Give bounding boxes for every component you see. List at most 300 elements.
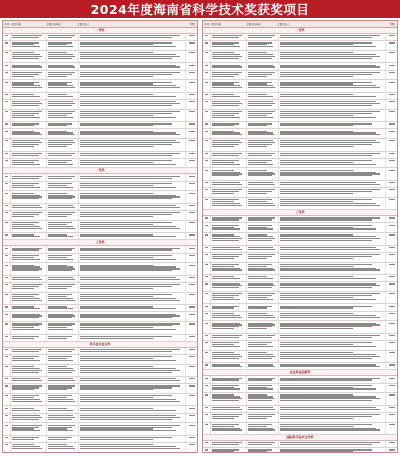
table-cell [79, 436, 186, 442]
table-cell [211, 384, 247, 393]
table-cell [247, 292, 279, 303]
text-line [389, 352, 395, 353]
text-line [248, 76, 268, 77]
table-cell [386, 223, 397, 232]
text-line [5, 314, 9, 315]
table-cell [47, 233, 79, 239]
table-cell [247, 334, 279, 340]
text-line [5, 72, 9, 73]
table-cell [47, 174, 79, 180]
table-cell [186, 436, 197, 442]
table-cell [279, 282, 386, 291]
text-line [389, 65, 395, 66]
table-cell [3, 335, 11, 341]
table-cell [247, 351, 279, 362]
text-line [189, 294, 195, 295]
text-line [5, 349, 9, 350]
table-cell [386, 275, 397, 281]
table-cell [3, 159, 11, 168]
table-cell [186, 174, 197, 180]
text-line [280, 134, 381, 135]
table-cell [211, 152, 247, 158]
text-line [189, 160, 195, 161]
table-row [3, 406, 197, 413]
table-cell [186, 377, 197, 383]
text-line [80, 46, 177, 47]
table-cell [247, 198, 279, 209]
table-row [203, 351, 397, 363]
table-cell [47, 152, 79, 158]
table-cell [186, 348, 197, 354]
table-cell [211, 321, 247, 332]
table-row [3, 254, 197, 264]
text-line [280, 87, 381, 88]
text-line [389, 342, 395, 343]
text-line [48, 58, 72, 59]
text-line [248, 388, 274, 389]
text-line [205, 160, 209, 161]
table-cell [47, 348, 79, 354]
table-cell [386, 376, 397, 382]
table-cell [47, 221, 79, 232]
text-line [12, 430, 41, 431]
table-cell [3, 283, 11, 292]
text-line [5, 52, 9, 53]
text-line [189, 277, 195, 278]
table-cell [11, 233, 47, 239]
header-cell: 项目名称 [11, 23, 22, 26]
table-cell [203, 275, 211, 281]
table-cell [3, 436, 11, 442]
text-line [389, 385, 395, 386]
table-cell [203, 334, 211, 340]
text-line [189, 42, 195, 43]
table-cell [203, 80, 211, 91]
table-row [3, 129, 197, 139]
text-line [248, 328, 268, 329]
table-row [3, 152, 197, 159]
table-cell [186, 254, 197, 263]
table-cell [203, 223, 211, 232]
text-line [189, 101, 195, 102]
table-cell [247, 71, 279, 80]
table-cell [11, 377, 47, 383]
text-line [389, 189, 395, 190]
table-cell [3, 406, 11, 412]
text-line [12, 37, 39, 38]
text-line [248, 400, 272, 401]
table-cell [186, 204, 197, 210]
text-line [389, 414, 395, 415]
table-cell [203, 152, 211, 158]
text-line [48, 37, 72, 38]
table-cell [79, 93, 186, 99]
table-cell [79, 443, 186, 452]
text-line [5, 65, 9, 66]
text-line [212, 117, 241, 118]
table-cell [203, 263, 211, 274]
text-line [80, 351, 172, 352]
text-line [189, 366, 195, 367]
table-cell [47, 283, 79, 292]
text-line [389, 378, 395, 379]
text-line [389, 276, 395, 277]
table-cell [386, 93, 397, 99]
table-row [203, 413, 397, 423]
table-cell [203, 312, 211, 321]
text-line [280, 409, 381, 410]
text-line [389, 140, 395, 141]
text-line [189, 408, 195, 409]
table-cell [247, 122, 279, 128]
table-cell [203, 198, 211, 209]
table-cell [203, 441, 211, 447]
table-row [203, 282, 397, 292]
table-cell [79, 365, 186, 376]
table-cell [203, 110, 211, 121]
text-line [248, 418, 268, 419]
text-line [389, 283, 395, 284]
text-line [80, 187, 177, 188]
text-line [212, 317, 243, 318]
text-line [80, 448, 181, 449]
text-line [389, 160, 395, 161]
text-line [248, 66, 275, 67]
table-row [203, 152, 397, 159]
text-line [48, 338, 68, 339]
text-line [12, 155, 39, 156]
table-cell [211, 423, 247, 434]
page-title-banner [0, 0, 400, 18]
header-cell: 等级 [189, 23, 195, 26]
text-line [389, 335, 395, 336]
table-cell [386, 441, 397, 447]
text-line [48, 439, 68, 440]
text-line [12, 249, 39, 250]
text-line [12, 96, 41, 97]
table-cell [47, 204, 79, 210]
table-row [203, 263, 397, 275]
table-cell [11, 139, 47, 150]
table-cell [247, 363, 279, 369]
text-line [48, 380, 75, 381]
table-cell [279, 312, 386, 321]
text-line [189, 248, 195, 249]
table-row [3, 355, 197, 365]
text-line [189, 336, 195, 337]
text-line [248, 87, 275, 88]
table-cell [47, 305, 79, 311]
text-line [205, 247, 209, 248]
table-cell [211, 341, 247, 350]
table-cell [47, 414, 79, 423]
table-cell [386, 51, 397, 62]
text-line [280, 258, 354, 259]
table-cell [47, 191, 79, 202]
text-line [12, 338, 34, 339]
table-cell [3, 365, 11, 376]
table-row [203, 233, 397, 245]
text-line [5, 356, 9, 357]
text-line [12, 259, 41, 260]
text-line [189, 323, 195, 324]
text-line [80, 146, 154, 147]
section-header: 一等奖 [3, 28, 197, 34]
text-line [80, 317, 172, 318]
table-cell [386, 152, 397, 158]
table-cell [386, 334, 397, 340]
table-cell [211, 216, 247, 222]
text-line [248, 287, 272, 288]
table-cell [11, 305, 47, 311]
text-line [5, 395, 9, 396]
text-line [80, 279, 181, 280]
text-line [80, 430, 177, 431]
table-row [3, 211, 197, 221]
section-header: 科学技术进步奖 [3, 342, 197, 348]
text-line [205, 449, 209, 450]
text-line [189, 234, 195, 235]
table-cell [11, 152, 47, 158]
table-cell [247, 51, 279, 62]
table-cell [203, 321, 211, 332]
text-line [80, 288, 154, 289]
table-cell [186, 384, 197, 393]
table-cell [247, 188, 279, 197]
text-line [189, 176, 195, 177]
table-cell [186, 41, 197, 50]
table-cell [11, 335, 47, 341]
text-line [80, 58, 172, 59]
text-line [205, 442, 209, 443]
table-cell [11, 63, 47, 69]
text-line [205, 276, 209, 277]
table-cell [279, 110, 386, 121]
table-cell [247, 282, 279, 291]
text-line [212, 87, 243, 88]
table-cell [11, 348, 47, 354]
table-cell [247, 376, 279, 382]
table-cell [3, 152, 11, 158]
text-line [189, 265, 195, 266]
table-cell [47, 159, 79, 168]
table-cell [203, 351, 211, 362]
table-cell [11, 322, 47, 333]
text-line [48, 198, 72, 199]
text-line [280, 175, 372, 176]
table-row [203, 63, 397, 70]
table-cell [203, 253, 211, 262]
table-cell [11, 283, 47, 292]
text-line [12, 117, 41, 118]
table-cell [386, 41, 397, 50]
table-cell [47, 335, 79, 341]
text-line [80, 308, 177, 309]
table-cell [3, 246, 11, 252]
table-cell [247, 275, 279, 281]
text-line [205, 182, 209, 183]
table-cell [79, 100, 186, 109]
table-row [3, 93, 197, 100]
table-cell [247, 80, 279, 91]
table-cell [186, 394, 197, 405]
table-cell [3, 394, 11, 405]
header-cell: 序号 [204, 23, 210, 26]
text-line [248, 184, 275, 185]
text-line [48, 259, 74, 260]
table-cell [247, 321, 279, 332]
text-line [5, 153, 9, 154]
table-cell [3, 414, 11, 423]
table-cell [247, 152, 279, 158]
table-row [3, 384, 197, 394]
table-cell [3, 51, 11, 62]
table-row [203, 100, 397, 110]
table-cell [47, 100, 79, 109]
table-cell [247, 384, 279, 393]
text-line [48, 288, 68, 289]
table-row [3, 335, 197, 342]
table-cell [79, 139, 186, 150]
text-line [248, 105, 272, 106]
text-line [12, 419, 39, 420]
text-line [12, 146, 34, 147]
text-line [5, 94, 9, 95]
text-line [5, 101, 9, 102]
table-cell [47, 63, 79, 69]
text-line [389, 449, 395, 450]
table-cell [3, 204, 11, 210]
text-line [205, 52, 209, 53]
table-cell [386, 448, 397, 453]
table-row [3, 139, 197, 151]
text-line [205, 170, 209, 171]
text-line [280, 429, 381, 430]
table-cell [186, 365, 197, 376]
table-cell [79, 211, 186, 220]
table-cell [11, 394, 47, 405]
table-cell [79, 191, 186, 202]
text-line [212, 193, 234, 194]
text-line [189, 65, 195, 66]
text-line [205, 225, 209, 226]
table-cell [11, 443, 47, 452]
table-cell [247, 159, 279, 168]
text-line [80, 259, 177, 260]
text-line [5, 35, 9, 36]
text-line [389, 94, 395, 95]
table-cell [47, 263, 79, 274]
table-cell [47, 122, 79, 128]
text-line [5, 385, 9, 386]
table-cell [3, 221, 11, 232]
text-line [248, 258, 268, 259]
table-cell [247, 413, 279, 422]
text-line [248, 240, 272, 241]
table-cell [3, 41, 11, 50]
table-cell [203, 363, 211, 369]
table-row [3, 263, 197, 275]
table-cell [11, 182, 47, 191]
text-line [205, 313, 209, 314]
table-cell [79, 283, 186, 292]
text-line [80, 360, 177, 361]
section-header: 二等奖 [3, 168, 197, 174]
table-row [203, 384, 397, 394]
table-cell [47, 312, 79, 321]
table-cell [186, 246, 197, 252]
table-row [3, 276, 197, 283]
table-row [203, 122, 397, 129]
table-cell [11, 211, 47, 220]
table-cell [3, 122, 11, 128]
table-cell [211, 275, 247, 281]
text-line [205, 323, 209, 324]
text-line [389, 170, 395, 171]
text-line [389, 306, 395, 307]
table-cell [386, 110, 397, 121]
text-line [189, 72, 195, 73]
text-line [189, 212, 195, 213]
text-line [5, 193, 9, 194]
text-line [12, 164, 41, 165]
table-cell [79, 129, 186, 138]
table-cell [279, 334, 386, 340]
table-cell [47, 384, 79, 393]
table-cell [47, 129, 79, 138]
text-line [48, 87, 75, 88]
text-line [389, 111, 395, 112]
table-cell [47, 110, 79, 121]
text-line [12, 439, 34, 440]
table-cell [3, 80, 11, 91]
table-cell [79, 423, 186, 434]
table-cell [79, 348, 186, 354]
text-line [12, 308, 41, 309]
text-line [5, 408, 9, 409]
text-line [80, 372, 172, 373]
table-cell [186, 159, 197, 168]
text-line [48, 300, 75, 301]
text-line [80, 228, 181, 229]
table-cell [186, 312, 197, 321]
text-line [5, 212, 9, 213]
text-line [248, 358, 272, 359]
text-line [280, 287, 372, 288]
text-line [205, 264, 209, 265]
text-line [248, 175, 272, 176]
table-cell [11, 254, 47, 263]
text-line [80, 419, 172, 420]
text-line [12, 134, 43, 135]
table-row [3, 34, 197, 41]
text-line [12, 105, 39, 106]
table-cell [203, 93, 211, 99]
table-cell [79, 276, 186, 282]
text-line [5, 294, 9, 295]
text-line [212, 444, 239, 445]
text-line [189, 222, 195, 223]
text-line [189, 140, 195, 141]
text-line [389, 72, 395, 73]
table-cell [211, 188, 247, 197]
table-row [203, 168, 397, 180]
text-line [280, 278, 377, 279]
table-cell [186, 335, 197, 341]
table-row [203, 448, 397, 453]
text-line [80, 410, 177, 411]
table-row [3, 159, 197, 169]
